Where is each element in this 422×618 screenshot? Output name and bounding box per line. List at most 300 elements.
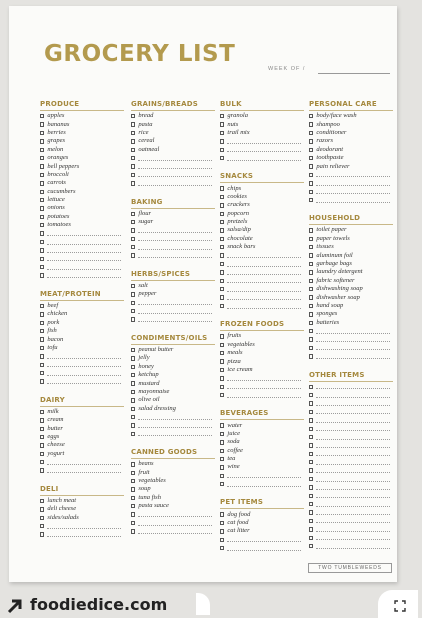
blank-line bbox=[227, 270, 301, 275]
blank-line bbox=[316, 337, 390, 342]
checkbox[interactable] bbox=[220, 228, 224, 232]
item-label: bananas bbox=[47, 120, 70, 128]
item-label: deodorant bbox=[316, 145, 344, 153]
checkbox[interactable] bbox=[309, 270, 313, 274]
list-item bbox=[220, 201, 304, 209]
checkbox[interactable] bbox=[40, 452, 44, 456]
list-item bbox=[309, 508, 393, 516]
blank-line bbox=[227, 139, 301, 144]
section-title: HOUSEHOLD bbox=[309, 214, 393, 225]
checkbox[interactable] bbox=[131, 390, 135, 394]
checkbox[interactable] bbox=[131, 148, 135, 152]
checkbox[interactable] bbox=[131, 253, 135, 257]
item-label: chips bbox=[227, 184, 242, 192]
checkbox[interactable] bbox=[131, 348, 135, 352]
list-item bbox=[131, 307, 215, 315]
checkbox[interactable] bbox=[131, 245, 135, 249]
checkbox[interactable] bbox=[40, 248, 44, 252]
blank-line bbox=[227, 546, 301, 551]
checkbox[interactable] bbox=[220, 482, 224, 486]
checkbox[interactable] bbox=[220, 262, 224, 266]
list-item bbox=[309, 268, 393, 276]
checkbox[interactable] bbox=[40, 363, 44, 367]
checkbox[interactable] bbox=[220, 334, 224, 338]
item-label: broccoli bbox=[47, 170, 69, 178]
checkbox[interactable] bbox=[40, 148, 44, 152]
checkbox[interactable] bbox=[309, 519, 313, 523]
list-item bbox=[40, 530, 124, 538]
item-label: dishwasher soap bbox=[316, 293, 360, 301]
section-title: FROZEN FOODS bbox=[220, 320, 304, 331]
checkbox[interactable] bbox=[309, 337, 313, 341]
item-label: olive oil bbox=[138, 396, 160, 404]
checkbox[interactable] bbox=[220, 287, 224, 291]
checkbox[interactable] bbox=[220, 538, 224, 542]
item-label: crackers bbox=[227, 201, 250, 209]
list-item bbox=[220, 544, 304, 552]
checkbox[interactable] bbox=[40, 321, 44, 325]
checkbox[interactable] bbox=[309, 385, 313, 389]
checkbox[interactable] bbox=[40, 532, 44, 536]
checkbox[interactable] bbox=[309, 460, 313, 464]
checkbox[interactable] bbox=[40, 346, 44, 350]
blank-line bbox=[227, 304, 301, 309]
checkbox[interactable] bbox=[309, 237, 313, 241]
blank-line bbox=[138, 253, 212, 258]
item-label: pretzels bbox=[227, 218, 248, 226]
checkbox[interactable] bbox=[40, 379, 44, 383]
checkbox[interactable] bbox=[40, 206, 44, 210]
checkbox[interactable] bbox=[40, 329, 44, 333]
list-item bbox=[131, 469, 215, 477]
checkbox[interactable] bbox=[309, 287, 313, 291]
fullscreen-button[interactable] bbox=[378, 590, 418, 618]
item-label: pepper bbox=[138, 290, 157, 298]
list-item bbox=[309, 352, 393, 360]
checkbox[interactable] bbox=[40, 273, 44, 277]
list-item bbox=[309, 162, 393, 170]
checkbox[interactable] bbox=[131, 479, 135, 483]
checkbox[interactable] bbox=[131, 131, 135, 135]
checkbox[interactable] bbox=[131, 487, 135, 491]
item-label: mustard bbox=[138, 379, 160, 387]
list-item bbox=[309, 399, 393, 407]
checkbox[interactable] bbox=[220, 512, 224, 516]
blank-line bbox=[138, 521, 212, 526]
list-item bbox=[220, 455, 304, 463]
list-item bbox=[40, 196, 124, 204]
list-item bbox=[131, 371, 215, 379]
checkbox[interactable] bbox=[40, 435, 44, 439]
blank-line bbox=[316, 443, 390, 448]
checkbox[interactable] bbox=[40, 131, 44, 135]
list-item bbox=[40, 425, 124, 433]
checkbox[interactable] bbox=[40, 265, 44, 269]
list-item bbox=[220, 472, 304, 480]
checkbox[interactable] bbox=[309, 443, 313, 447]
list-item bbox=[220, 146, 304, 154]
checkbox[interactable] bbox=[131, 381, 135, 385]
checkbox[interactable] bbox=[131, 164, 135, 168]
list-item bbox=[220, 374, 304, 382]
checkbox[interactable] bbox=[220, 186, 224, 190]
list-item bbox=[309, 383, 393, 391]
blank-line bbox=[316, 544, 390, 549]
list-item bbox=[40, 255, 124, 263]
checkbox[interactable] bbox=[131, 496, 135, 500]
checkbox[interactable] bbox=[40, 190, 44, 194]
checkbox[interactable] bbox=[309, 312, 313, 316]
checkbox[interactable] bbox=[40, 460, 44, 464]
item-label: mayonnaise bbox=[138, 387, 170, 395]
checkbox[interactable] bbox=[309, 198, 313, 202]
checkbox[interactable] bbox=[220, 423, 224, 427]
checkbox[interactable] bbox=[131, 423, 135, 427]
list-item bbox=[220, 349, 304, 357]
checkbox[interactable] bbox=[309, 114, 313, 118]
list-item bbox=[220, 243, 304, 251]
list-item bbox=[131, 146, 215, 154]
fullscreen-icon bbox=[394, 600, 406, 612]
checkbox[interactable] bbox=[40, 240, 44, 244]
checkbox[interactable] bbox=[220, 245, 224, 249]
checkbox[interactable] bbox=[220, 148, 224, 152]
checkbox[interactable] bbox=[309, 452, 313, 456]
list-item bbox=[220, 129, 304, 137]
list-item bbox=[309, 408, 393, 416]
checkbox[interactable] bbox=[309, 139, 313, 143]
list-item bbox=[131, 243, 215, 251]
checkbox[interactable] bbox=[309, 329, 313, 333]
item-label: bread bbox=[138, 112, 154, 120]
checkbox[interactable] bbox=[131, 462, 135, 466]
item-label: ketchup bbox=[138, 371, 159, 379]
item-label: fabric softener bbox=[316, 276, 355, 284]
blank-line bbox=[316, 418, 390, 423]
checkbox[interactable] bbox=[40, 468, 44, 472]
list-item bbox=[309, 534, 393, 542]
checkbox[interactable] bbox=[131, 284, 135, 288]
checkbox[interactable] bbox=[220, 295, 224, 299]
blank-line bbox=[47, 354, 121, 359]
checkbox[interactable] bbox=[40, 499, 44, 503]
checkbox[interactable] bbox=[131, 156, 135, 160]
blank-line bbox=[227, 295, 301, 300]
checkbox[interactable] bbox=[131, 356, 135, 360]
checkbox[interactable] bbox=[131, 529, 135, 533]
checkbox[interactable] bbox=[40, 410, 44, 414]
checkbox[interactable] bbox=[220, 521, 224, 525]
item-label: body/face wash bbox=[316, 112, 357, 120]
checkbox[interactable] bbox=[131, 365, 135, 369]
item-label: snack bars bbox=[227, 243, 256, 251]
list-item bbox=[131, 235, 215, 243]
checkbox[interactable] bbox=[40, 223, 44, 227]
list-item bbox=[40, 213, 124, 221]
item-label: cat food bbox=[227, 519, 249, 527]
list-item bbox=[131, 527, 215, 535]
list-item bbox=[40, 221, 124, 229]
checkbox[interactable] bbox=[40, 427, 44, 431]
item-label: cat litter bbox=[227, 527, 250, 535]
checkbox[interactable] bbox=[131, 415, 135, 419]
blank-line bbox=[316, 468, 390, 473]
checkbox[interactable] bbox=[309, 410, 313, 414]
checkbox[interactable] bbox=[309, 228, 313, 232]
item-label: cucumbers bbox=[47, 187, 76, 195]
checkbox[interactable] bbox=[40, 231, 44, 235]
checkbox[interactable] bbox=[131, 398, 135, 402]
blank-line bbox=[47, 362, 121, 367]
checkbox[interactable] bbox=[220, 457, 224, 461]
checkbox[interactable] bbox=[220, 203, 224, 207]
checkbox[interactable] bbox=[131, 432, 135, 436]
checkbox[interactable] bbox=[309, 502, 313, 506]
checkbox[interactable] bbox=[220, 440, 224, 444]
checkbox[interactable] bbox=[220, 474, 224, 478]
item-label: rice bbox=[138, 128, 149, 136]
checkbox[interactable] bbox=[220, 270, 224, 274]
checkbox[interactable] bbox=[220, 139, 224, 143]
checkbox[interactable] bbox=[220, 368, 224, 372]
section-grains-breads bbox=[131, 100, 215, 188]
checkbox[interactable] bbox=[40, 418, 44, 422]
section-beverages bbox=[220, 409, 304, 488]
blank-line bbox=[316, 502, 390, 507]
checkbox[interactable] bbox=[40, 524, 44, 528]
checkbox[interactable] bbox=[309, 122, 313, 126]
checkbox[interactable] bbox=[309, 510, 313, 514]
item-label: sugar bbox=[138, 218, 154, 226]
item-label: potatoes bbox=[47, 212, 70, 220]
checkbox[interactable] bbox=[131, 471, 135, 475]
checkbox[interactable] bbox=[40, 443, 44, 447]
checkbox[interactable] bbox=[40, 215, 44, 219]
list-item bbox=[131, 210, 215, 218]
checkbox[interactable] bbox=[220, 393, 224, 397]
checkbox[interactable] bbox=[309, 304, 313, 308]
list-item bbox=[220, 218, 304, 226]
list-item bbox=[309, 243, 393, 251]
list-item bbox=[309, 475, 393, 483]
list-item bbox=[40, 188, 124, 196]
checkbox[interactable] bbox=[131, 173, 135, 177]
checkbox[interactable] bbox=[309, 354, 313, 358]
checkbox[interactable] bbox=[220, 351, 224, 355]
checkbox[interactable] bbox=[40, 507, 44, 511]
blank-line bbox=[47, 524, 121, 529]
section-household bbox=[309, 214, 393, 360]
list-item bbox=[220, 293, 304, 301]
checkbox[interactable] bbox=[309, 148, 313, 152]
checkbox[interactable] bbox=[131, 373, 135, 377]
checkbox[interactable] bbox=[309, 131, 313, 135]
item-label: lunch meat bbox=[47, 497, 77, 505]
checkbox[interactable] bbox=[309, 468, 313, 472]
checkbox[interactable] bbox=[40, 257, 44, 261]
checkbox[interactable] bbox=[220, 114, 224, 118]
checkbox[interactable] bbox=[131, 212, 135, 216]
checkbox[interactable] bbox=[309, 527, 313, 531]
list-item bbox=[309, 154, 393, 162]
checkbox[interactable] bbox=[309, 435, 313, 439]
brand-label: TWO TUMBLEWEEDS bbox=[308, 563, 392, 573]
checkbox[interactable] bbox=[309, 494, 313, 498]
checkbox[interactable] bbox=[40, 164, 44, 168]
blank-line bbox=[316, 354, 390, 359]
checkbox[interactable] bbox=[309, 181, 313, 185]
checkbox[interactable] bbox=[309, 173, 313, 177]
checkbox[interactable] bbox=[220, 343, 224, 347]
checkbox[interactable] bbox=[309, 295, 313, 299]
item-label: water bbox=[227, 421, 243, 429]
checkbox[interactable] bbox=[131, 139, 135, 143]
checkbox[interactable] bbox=[220, 195, 224, 199]
list-item bbox=[220, 277, 304, 285]
checkbox[interactable] bbox=[40, 198, 44, 202]
section-title: BEVERAGES bbox=[220, 409, 304, 420]
checkbox[interactable] bbox=[40, 139, 44, 143]
blank-line bbox=[138, 317, 212, 322]
checkbox[interactable] bbox=[40, 114, 44, 118]
blank-line bbox=[316, 181, 390, 186]
list-item bbox=[309, 483, 393, 491]
checkbox[interactable] bbox=[131, 309, 135, 313]
checkbox[interactable] bbox=[131, 181, 135, 185]
list-item bbox=[220, 332, 304, 340]
checkbox[interactable] bbox=[309, 253, 313, 257]
list-item bbox=[309, 500, 393, 508]
checkbox[interactable] bbox=[220, 279, 224, 283]
checkbox[interactable] bbox=[220, 253, 224, 257]
list-item bbox=[220, 285, 304, 293]
item-label: peanut butter bbox=[138, 346, 174, 353]
checkbox[interactable] bbox=[40, 312, 44, 316]
list-item bbox=[309, 179, 393, 187]
blank-line bbox=[138, 181, 212, 186]
checkbox[interactable] bbox=[220, 156, 224, 160]
section-title: SNACKS bbox=[220, 172, 304, 183]
checkbox[interactable] bbox=[220, 212, 224, 216]
list-item bbox=[40, 466, 124, 474]
checkbox[interactable] bbox=[131, 521, 135, 525]
checkbox[interactable] bbox=[220, 529, 224, 533]
section-title: CANNED GOODS bbox=[131, 448, 215, 459]
checkbox[interactable] bbox=[131, 122, 135, 126]
blank-line bbox=[316, 189, 390, 194]
checkbox[interactable] bbox=[220, 376, 224, 380]
checkbox[interactable] bbox=[40, 156, 44, 160]
list-item bbox=[309, 171, 393, 179]
checkbox[interactable] bbox=[309, 418, 313, 422]
item-label: cookies bbox=[227, 192, 247, 200]
checkbox[interactable] bbox=[40, 122, 44, 126]
checkbox[interactable] bbox=[220, 359, 224, 363]
checkbox[interactable] bbox=[309, 544, 313, 548]
checkbox[interactable] bbox=[131, 292, 135, 296]
item-label: jelly bbox=[138, 354, 150, 362]
list-item bbox=[220, 438, 304, 446]
checkbox[interactable] bbox=[131, 301, 135, 305]
checkbox[interactable] bbox=[309, 477, 313, 481]
list-item bbox=[131, 251, 215, 259]
checkbox[interactable] bbox=[131, 228, 135, 232]
blank-line bbox=[316, 345, 390, 350]
checkbox[interactable] bbox=[40, 181, 44, 185]
checkbox[interactable] bbox=[131, 407, 135, 411]
list-item bbox=[40, 352, 124, 360]
checkbox[interactable] bbox=[131, 114, 135, 118]
checkbox[interactable] bbox=[220, 385, 224, 389]
checkbox[interactable] bbox=[309, 262, 313, 266]
checkbox[interactable] bbox=[40, 304, 44, 308]
list-item bbox=[131, 129, 215, 137]
checkbox[interactable] bbox=[309, 156, 313, 160]
blank-line bbox=[47, 231, 121, 236]
checkbox[interactable] bbox=[220, 546, 224, 550]
checkbox[interactable] bbox=[131, 512, 135, 516]
item-label: tomatoes bbox=[47, 221, 71, 229]
checkbox[interactable] bbox=[131, 220, 135, 224]
checkbox[interactable] bbox=[220, 131, 224, 135]
checkbox[interactable] bbox=[309, 485, 313, 489]
blank-line bbox=[227, 376, 301, 381]
checkbox[interactable] bbox=[40, 371, 44, 375]
list-item bbox=[220, 112, 304, 120]
list-item bbox=[220, 268, 304, 276]
list-item bbox=[40, 137, 124, 145]
checkbox[interactable] bbox=[220, 122, 224, 126]
blank-line bbox=[227, 537, 301, 542]
checkbox[interactable] bbox=[40, 173, 44, 177]
list-item bbox=[131, 218, 215, 226]
checkbox[interactable] bbox=[131, 237, 135, 241]
checkbox[interactable] bbox=[220, 304, 224, 308]
checkbox[interactable] bbox=[309, 321, 313, 325]
checkbox[interactable] bbox=[40, 354, 44, 358]
checkbox[interactable] bbox=[309, 190, 313, 194]
list-item bbox=[309, 129, 393, 137]
item-label: bacon bbox=[47, 335, 64, 343]
checkbox[interactable] bbox=[220, 465, 224, 469]
blank-line bbox=[138, 164, 212, 169]
list-item bbox=[131, 282, 215, 290]
checkbox[interactable] bbox=[220, 432, 224, 436]
checkbox[interactable] bbox=[220, 237, 224, 241]
checkbox[interactable] bbox=[309, 245, 313, 249]
list-item bbox=[40, 129, 124, 137]
checkbox[interactable] bbox=[309, 393, 313, 397]
checkbox[interactable] bbox=[40, 516, 44, 520]
watermark-pill bbox=[196, 593, 210, 615]
list-item bbox=[309, 196, 393, 204]
blank-line bbox=[316, 435, 390, 440]
list-column-2 bbox=[131, 100, 215, 546]
blank-line bbox=[138, 172, 212, 177]
checkbox[interactable] bbox=[220, 449, 224, 453]
checkbox[interactable] bbox=[40, 337, 44, 341]
checkbox[interactable] bbox=[309, 536, 313, 540]
checkbox[interactable] bbox=[309, 346, 313, 350]
checkbox[interactable] bbox=[309, 427, 313, 431]
checkbox[interactable] bbox=[309, 279, 313, 283]
checkbox[interactable] bbox=[131, 504, 135, 508]
checkbox[interactable] bbox=[131, 317, 135, 321]
checkbox[interactable] bbox=[220, 220, 224, 224]
blank-line bbox=[138, 529, 212, 534]
checkbox[interactable] bbox=[309, 164, 313, 168]
checkbox[interactable] bbox=[309, 401, 313, 405]
